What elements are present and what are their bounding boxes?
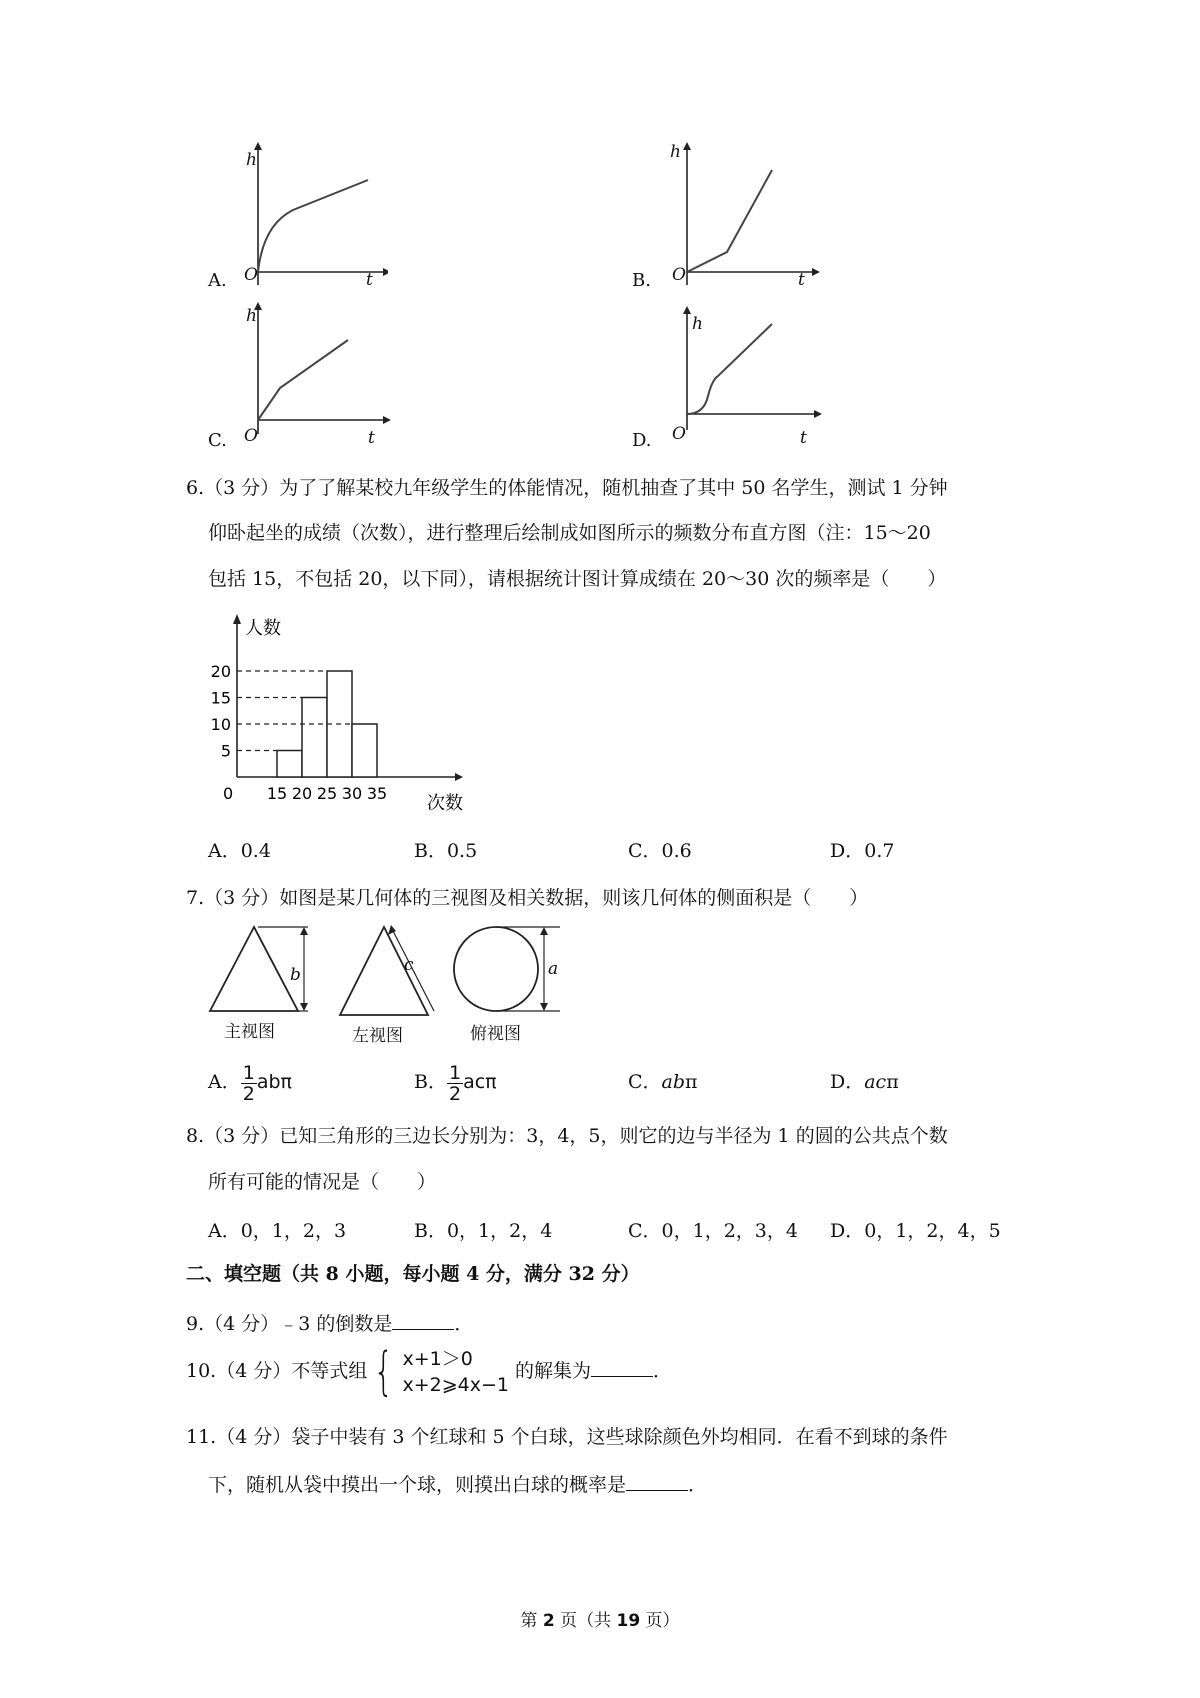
- option-letter: A.: [208, 270, 227, 291]
- q9-suffix: ．: [454, 1313, 474, 1335]
- axis-t-label: t: [800, 428, 807, 448]
- footer-prefix: 第: [520, 1611, 543, 1631]
- option-letter: A．: [208, 1071, 241, 1093]
- q8-option-c: C．0，1，2，3，4: [628, 1220, 798, 1242]
- y-tick-label: 10: [210, 715, 231, 734]
- q8-stem-line-2: 所有可能的情况是（ ）: [208, 1171, 437, 1193]
- origin-label: O: [244, 426, 258, 446]
- q5-graph-d: [632, 300, 832, 455]
- q9: [186, 1311, 473, 1336]
- x-tick-label: 15: [266, 784, 288, 803]
- histogram-bar: [277, 751, 302, 778]
- q8-stem-line-1: 8.（3 分）已知三角形的三边长分别为：3，4，5，则它的边与半径为 1 的圆的公共点个数: [186, 1125, 948, 1147]
- q8-option-d: D．0，1，2，4，5: [830, 1220, 1001, 1242]
- denominator: 2: [448, 1082, 462, 1105]
- origin-label: 0: [223, 784, 234, 803]
- option-letter: C．: [628, 1071, 662, 1093]
- numerator: 1: [242, 1061, 255, 1084]
- graph-b-svg: [642, 140, 832, 290]
- option-letter: B.: [632, 270, 651, 291]
- inequality-row-1: x+1＞0: [402, 1348, 473, 1370]
- page-footer: [0, 1606, 1200, 1631]
- option-variable: ab: [661, 1071, 686, 1093]
- fraction-half: [241, 1063, 257, 1104]
- option-letter: D．: [830, 1071, 865, 1093]
- inequality-row-2: x+2⩾4x−1: [402, 1374, 509, 1396]
- top-view-caption: 俯视图: [470, 1024, 521, 1044]
- q7-option-b: [414, 1058, 497, 1106]
- axis-t-label: t: [366, 270, 373, 290]
- q11-line-1: 11.（4 分）袋子中装有 3 个红球和 5 个白球，这些球除颜色外均相同．在看不到球的条件: [186, 1426, 948, 1448]
- q10-suffix: ．: [653, 1360, 673, 1382]
- pi-symbol: π: [685, 1071, 698, 1093]
- left-view-caption: 左视图: [352, 1026, 403, 1046]
- axis-h-label: h: [692, 314, 703, 334]
- y-axis-arrow: [233, 614, 241, 624]
- q10-mid: 的解集为: [515, 1360, 592, 1382]
- y-tick-label: 20: [210, 662, 231, 681]
- option-letter: D.: [632, 430, 652, 451]
- q6-option-c: C．0.6: [628, 840, 692, 862]
- q9-text: 9.（4 分）﹣3 的倒数是: [186, 1313, 393, 1335]
- option-letter: B．: [414, 1071, 447, 1093]
- x-axis-label: 次数: [427, 793, 463, 814]
- page-number: 2: [542, 1611, 555, 1631]
- q8-option-b: B．0，1，2，4: [414, 1220, 553, 1242]
- front-view-caption: 主视图: [224, 1022, 275, 1042]
- answer-blank: [392, 1311, 454, 1330]
- origin-label: O: [672, 265, 686, 285]
- dim-c-label: c: [404, 955, 414, 975]
- q10-text: 10.（4 分）不等式组: [186, 1360, 368, 1382]
- denominator: 2: [242, 1082, 255, 1105]
- q5-graph-b: [632, 140, 832, 295]
- axis-h-label: h: [246, 150, 257, 170]
- x-tick-label: 25: [316, 784, 338, 803]
- x-tick-label: 30: [341, 784, 363, 803]
- answer-blank: [626, 1472, 688, 1491]
- q11-suffix: ．: [688, 1474, 708, 1496]
- x-tick-label: 35: [366, 784, 388, 803]
- q6-option-d: D．0.7: [830, 840, 895, 862]
- q8-option-a: A．0，1，2，3: [208, 1220, 347, 1242]
- q6-stem-line-1: 6.（3 分）为了了解某校九年级学生的体能情况，随机抽查了其中 50 名学生，测试 1 分钟: [186, 477, 948, 499]
- left-brace: {: [373, 1342, 394, 1402]
- q7-option-d: [830, 1070, 899, 1094]
- x-tick-label: 20: [291, 784, 313, 803]
- section-title: 二、填空题（共 8 小题，每小题 4 分，满分 32 分）: [186, 1263, 640, 1285]
- option-expression: acπ: [463, 1071, 497, 1093]
- y-tick-label: 5: [220, 741, 231, 761]
- origin-label: O: [672, 424, 686, 444]
- q10: [186, 1342, 672, 1400]
- x-axis-arrow: [455, 773, 463, 781]
- inequality-system: [367, 1342, 509, 1402]
- q6-option-a: A．0.4: [208, 840, 271, 862]
- q7-stem: 7.（3 分）如图是某几何体的三视图及相关数据，则该几何体的侧面积是（ ）: [186, 887, 869, 909]
- option-variable: ac: [864, 1071, 887, 1093]
- axis-h-label: h: [246, 306, 257, 326]
- dim-b-label: b: [290, 965, 301, 985]
- answer-blank: [591, 1358, 653, 1377]
- axis-t-label: t: [368, 428, 375, 448]
- q6-option-b: B．0.5: [414, 840, 478, 862]
- footer-suffix: 页）: [640, 1611, 680, 1631]
- q7-option-a: [208, 1058, 292, 1106]
- option-letter: C.: [208, 430, 227, 451]
- footer-middle: 页（共: [554, 1611, 617, 1631]
- origin-label: O: [244, 265, 258, 285]
- three-views-svg: [208, 925, 578, 1025]
- histogram-bar: [352, 724, 377, 777]
- q6-stem-line-3: 包括 15，不包括 20，以下同），请根据统计图计算成绩在 20～30 次的频率是（ ）: [208, 568, 947, 590]
- q5-graph-c: [208, 300, 408, 455]
- pi-symbol: π: [886, 1071, 899, 1093]
- histogram-chart: [205, 612, 475, 817]
- total-pages: 19: [616, 1611, 641, 1631]
- y-tick-label: 15: [210, 688, 231, 708]
- q6-stem-line-2: 仰卧起坐的成绩（次数），进行整理后绘制成如图所示的频数分布直方图（注：15～20: [208, 522, 931, 544]
- dim-a-label: a: [548, 959, 559, 979]
- q5-graph-a: [208, 140, 388, 295]
- axis-t-label: t: [798, 270, 805, 290]
- q7-option-c: [628, 1070, 698, 1094]
- q11-line-2: [208, 1472, 707, 1497]
- option-expression: abπ: [256, 1071, 292, 1093]
- q11-text: 下，随机从袋中摸出一个球，则摸出白球的概率是: [208, 1474, 627, 1496]
- y-axis-label: 人数: [245, 618, 281, 639]
- histogram-bar: [302, 698, 327, 778]
- axis-h-label: h: [670, 142, 681, 162]
- three-views-figure: [208, 925, 578, 1045]
- fraction-half: [447, 1063, 463, 1104]
- numerator: 1: [448, 1061, 462, 1084]
